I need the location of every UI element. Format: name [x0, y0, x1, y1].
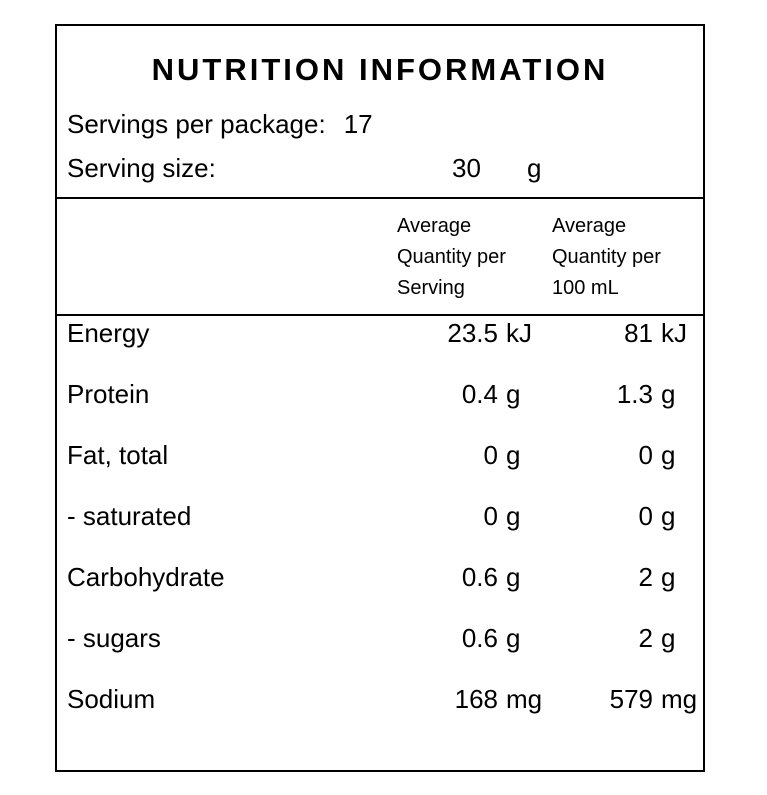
servings-per-package-row: [57, 109, 703, 153]
nutrient-per-100ml-value: 81: [624, 318, 653, 349]
nutrient-name: Carbohydrate: [67, 562, 225, 593]
nutrient-per-100ml-unit: g: [661, 501, 676, 532]
nutrient-per-serving: [397, 684, 552, 715]
table-row: [57, 440, 703, 501]
serving-size-unit: g: [527, 153, 542, 184]
table-row: [57, 562, 703, 623]
nutrient-per-100ml-unit: g: [661, 623, 676, 654]
serving-size-row: [57, 153, 703, 197]
table-row: [57, 623, 703, 684]
nutrient-per-100ml: [552, 684, 707, 715]
column-header-spacer: [57, 211, 397, 304]
nutrient-per-serving-value: 0: [483, 501, 498, 532]
nutrient-per-100ml: [552, 379, 707, 410]
table-row: [57, 501, 703, 562]
nutrient-per-serving: [397, 440, 552, 471]
nutrient-per-serving-value: 0.4: [461, 379, 498, 410]
nutrient-per-serving-value: 23.5: [447, 318, 498, 349]
nutrient-per-100ml-unit: g: [661, 440, 676, 471]
nutrient-per-100ml-value: 1.3: [616, 379, 653, 410]
nutrient-per-100ml-value: 2: [638, 562, 653, 593]
nutrient-name: Fat, total: [67, 440, 169, 471]
nutrient-per-100ml: [552, 562, 707, 593]
nutrient-per-100ml-unit: kJ: [661, 318, 687, 349]
nutrient-name: - sugars: [67, 623, 161, 654]
nutrient-per-serving-unit: g: [506, 562, 521, 593]
table-row: [57, 684, 703, 745]
nutrient-per-serving: [397, 562, 552, 593]
column-headers: [57, 199, 703, 314]
serving-size-label: Serving size:: [67, 153, 216, 184]
nutrient-per-serving-unit: g: [506, 440, 521, 471]
nutrient-per-100ml: [552, 501, 707, 532]
nutrition-information-panel: [55, 24, 705, 772]
nutrient-name: Protein: [67, 379, 150, 410]
nutrient-per-serving: [397, 318, 552, 349]
nutrient-name: Energy: [67, 318, 150, 349]
nutrient-per-serving-unit: g: [506, 379, 521, 410]
nutrient-name: - saturated: [67, 501, 192, 532]
column-header-per-100ml-line1: Average: [552, 215, 627, 238]
column-header-per-serving-line3: Serving: [397, 277, 465, 300]
nutrient-per-serving: [397, 501, 552, 532]
nutrient-per-100ml: [552, 440, 707, 471]
nutrient-per-serving-unit: kJ: [506, 318, 532, 349]
nutrient-per-100ml-value: 0: [638, 501, 653, 532]
nutrient-per-serving-unit: g: [506, 501, 521, 532]
nutrient-per-100ml-unit: g: [661, 562, 676, 593]
nutrient-per-100ml: [552, 318, 707, 349]
column-header-per-100ml: [552, 211, 707, 304]
serving-size-value: 30: [452, 153, 481, 184]
nutrient-rows: [57, 316, 703, 745]
nutrient-per-serving-unit: mg: [506, 684, 543, 715]
servings-per-package-label: Servings per package:: [67, 109, 326, 140]
column-header-per-100ml-line3: 100 mL: [552, 277, 619, 300]
column-header-per-serving: [397, 211, 552, 304]
column-header-per-100ml-line2: Quantity per: [552, 246, 661, 269]
column-header-per-serving-line1: Average: [397, 215, 472, 238]
nutrient-per-serving-value: 0.6: [461, 562, 498, 593]
table-row: [57, 318, 703, 379]
table-row: [57, 379, 703, 440]
nutrient-per-100ml-unit: g: [661, 379, 676, 410]
nutrient-per-100ml: [552, 623, 707, 654]
nutrient-per-100ml-value: 579: [609, 684, 653, 715]
nutrient-per-serving-value: 0.6: [461, 623, 498, 654]
servings-block: [57, 109, 703, 197]
nutrient-per-100ml-value: 2: [638, 623, 653, 654]
column-header-per-serving-line2: Quantity per: [397, 246, 506, 269]
nutrient-per-serving-value: 0: [483, 440, 498, 471]
nutrient-per-serving-value: 168: [454, 684, 498, 715]
nutrient-per-100ml-value: 0: [638, 440, 653, 471]
nutrient-per-serving: [397, 379, 552, 410]
nutrient-per-100ml-unit: mg: [661, 684, 698, 715]
nutrient-per-serving-unit: g: [506, 623, 521, 654]
nutrient-per-serving: [397, 623, 552, 654]
nutrient-name: Sodium: [67, 684, 156, 715]
servings-per-package-value: 17: [343, 109, 373, 140]
page-title: NUTRITION INFORMATION: [151, 52, 609, 87]
